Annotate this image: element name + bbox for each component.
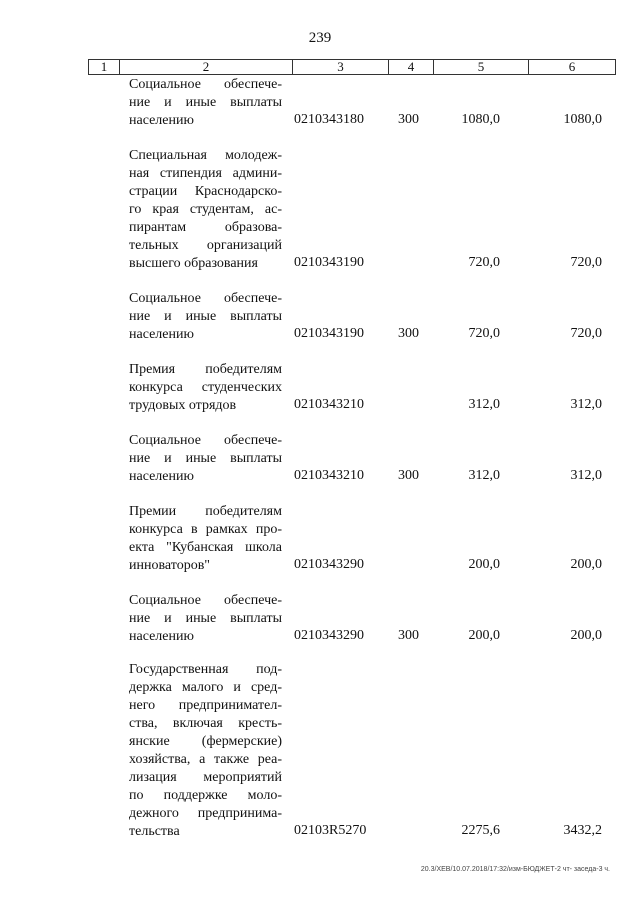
row-name — [129, 661, 282, 841]
row-code: 0210343210 — [294, 468, 364, 483]
column-header-1: 1 — [89, 60, 120, 75]
row-name-line: тельных организаций — [129, 238, 282, 253]
row-name-line: Премия победителям — [129, 362, 282, 377]
row-name-line: лизация мероприятий — [129, 770, 282, 785]
row-name-line: высшего образования — [129, 256, 258, 271]
footer-note: 20.3/ХЕВ/10.07.2018/17:32/изм-БЮДЖЕТ-2 чт- заседа-3 ч. — [420, 866, 610, 873]
row-value-5: 312,0 — [468, 468, 500, 483]
row-name-line: держка малого и сред- — [129, 680, 282, 695]
row-code: 0210343290 — [294, 628, 364, 643]
column-header-5: 5 — [434, 60, 529, 75]
page-number: 239 — [308, 30, 332, 46]
row-code: 0210343190 — [294, 326, 364, 341]
row-name-line: тельства — [129, 824, 180, 839]
row-name-line: Социальное обеспече- — [129, 433, 282, 448]
row-name-line: населению — [129, 113, 194, 128]
row-name — [129, 592, 282, 646]
row-name-line: Социальное обеспече- — [129, 77, 282, 92]
row-value-5: 200,0 — [468, 557, 500, 572]
row-name — [129, 76, 282, 130]
row-name-line: инноваторов" — [129, 558, 211, 573]
row-value-6: 720,0 — [570, 255, 602, 270]
row-name-line: трудовых отрядов — [129, 398, 237, 413]
row-name-line: Специальная молодеж- — [129, 148, 282, 163]
column-header-table — [88, 59, 616, 75]
row-value-5: 2275,6 — [461, 823, 500, 838]
row-expense-type: 300 — [398, 112, 419, 127]
row-name-line: янские (фермерские) — [129, 734, 282, 749]
row-name-line: екта "Кубанская школа — [129, 540, 282, 555]
row-expense-type: 300 — [398, 468, 419, 483]
row-code: 0210343290 — [294, 557, 364, 572]
row-name-line: ная стипендия админи- — [129, 166, 282, 181]
column-header-3: 3 — [293, 60, 389, 75]
row-name-line: ства, включая кресть- — [129, 716, 282, 731]
row-name-line: дежного предпринима- — [129, 806, 282, 821]
row-name-line: по поддержке моло- — [129, 788, 282, 803]
row-code: 0210343180 — [294, 112, 364, 127]
row-name-line: ние и иные выплаты — [129, 611, 282, 626]
row-value-6: 720,0 — [570, 326, 602, 341]
row-name-line: Социальное обеспече- — [129, 291, 282, 306]
row-name-line: пирантам образова- — [129, 220, 282, 235]
row-name — [129, 361, 282, 415]
row-name-line: населению — [129, 327, 194, 342]
row-name-line: населению — [129, 629, 194, 644]
row-code: 02103R5270 — [294, 823, 367, 838]
row-name-line: страции Краснодарско- — [129, 184, 282, 199]
row-code: 0210343210 — [294, 397, 364, 412]
row-name — [129, 147, 282, 273]
row-value-6: 3432,2 — [563, 823, 602, 838]
column-header-2: 2 — [120, 60, 293, 75]
row-name-line: населению — [129, 469, 194, 484]
row-name-line: него предпринимател- — [129, 698, 282, 713]
row-value-6: 200,0 — [570, 628, 602, 643]
row-value-6: 312,0 — [570, 397, 602, 412]
row-name-line: ние и иные выплаты — [129, 451, 282, 466]
row-name — [129, 432, 282, 486]
row-value-5: 720,0 — [468, 326, 500, 341]
row-value-5: 720,0 — [468, 255, 500, 270]
row-name — [129, 503, 282, 575]
row-name-line: конкурса в рамках про- — [129, 522, 282, 537]
row-value-6: 312,0 — [570, 468, 602, 483]
row-expense-type: 300 — [398, 326, 419, 341]
row-value-6: 1080,0 — [563, 112, 602, 127]
row-value-6: 200,0 — [570, 557, 602, 572]
row-value-5: 1080,0 — [461, 112, 500, 127]
row-name-line: Премии победителям — [129, 504, 282, 519]
row-code: 0210343190 — [294, 255, 364, 270]
row-value-5: 312,0 — [468, 397, 500, 412]
row-value-5: 200,0 — [468, 628, 500, 643]
column-header-6: 6 — [529, 60, 616, 75]
row-name-line: хозяйства, а также реа- — [129, 752, 282, 767]
row-name-line: Социальное обеспече- — [129, 593, 282, 608]
row-name-line: конкурса студенческих — [129, 380, 282, 395]
column-header-4: 4 — [389, 60, 434, 75]
row-name-line: ние и иные выплаты — [129, 95, 282, 110]
column-header-row — [89, 60, 616, 75]
row-name-line: Государственная под- — [129, 662, 282, 677]
row-expense-type: 300 — [398, 628, 419, 643]
row-name-line: ние и иные выплаты — [129, 309, 282, 324]
row-name-line: го края студентам, ас- — [129, 202, 282, 217]
row-name — [129, 290, 282, 344]
